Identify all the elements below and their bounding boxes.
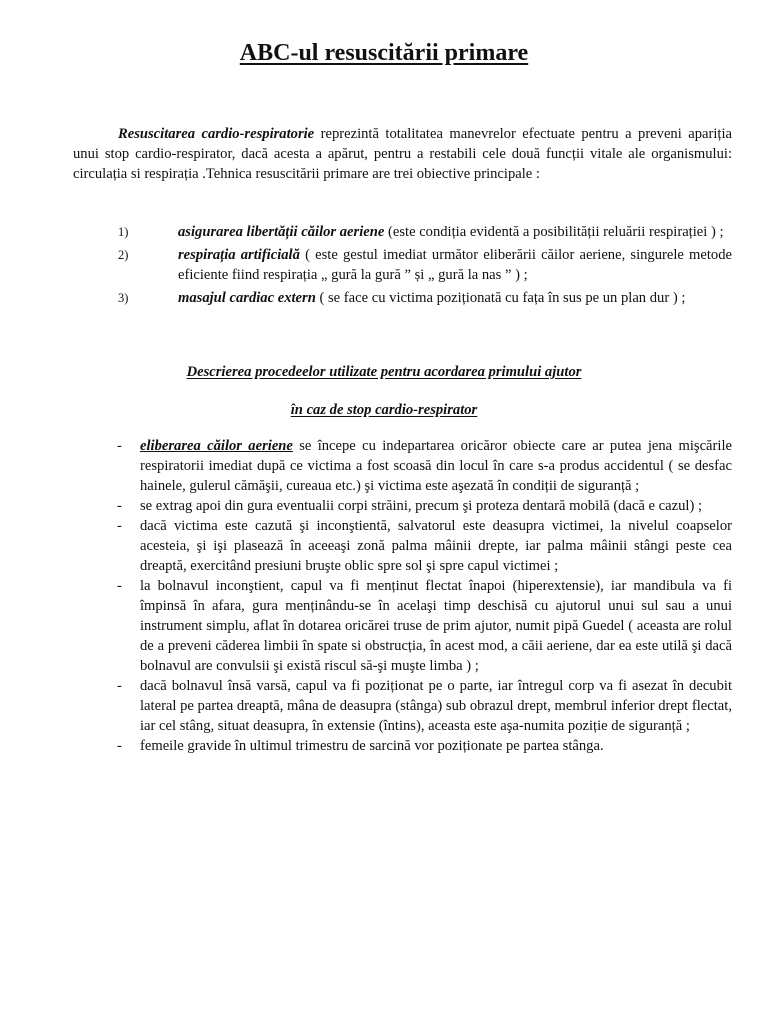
objective-term: respirația artificială [178, 247, 300, 263]
procedure-item [0, 436, 768, 496]
procedure-text: se începe cu indepartarea oricăror obiecte care ar putea jena mişcările respiratorii imediat după ce victima a fost scoasă din locul în care s-a produs accidentul ( se desfac hainele, gulerul cămăşii, cureaua etc.) şi victima este aşezată în condiții de siguranță ; [140, 438, 732, 494]
objective-number: 2) [118, 248, 129, 262]
bullet-dash: - [117, 578, 122, 594]
section-subheading: Descrierea procedeelor utilizate pentru acordarea primului ajutor [186, 364, 582, 380]
bullet-dash: - [117, 438, 122, 454]
intro-term: Resuscitarea cardio-respiratorie [118, 126, 315, 142]
bullet-dash: - [117, 518, 122, 534]
procedure-item [0, 676, 768, 736]
bullet-dash: - [117, 738, 122, 754]
objective-item [0, 245, 768, 285]
procedure-item [0, 496, 768, 516]
objective-term: asigurarea libertății căilor aeriene [178, 224, 385, 240]
procedure-term: eliberarea căilor aeriene [140, 438, 293, 454]
objective-term: masajul cardiac extern [178, 290, 316, 306]
procedure-text: dacă bolnavul însă varsă, capul va fi poziționat pe o parte, iar întregul corp va fi asezat în decubit lateral pe partea dreaptă, mâna de deasupra (stânga) sub obrazul drept, membrul inferior drept flectat, iar cel stâng, situat deasupra, în extensie (întins), aceasta este aşa-numita poziție de siguranță ; [140, 678, 732, 734]
procedure-list [0, 436, 768, 756]
document-title: ABC-ul resuscitării primare [239, 40, 529, 66]
procedure-item [0, 736, 768, 756]
procedure-text: se extrag apoi din gura eventualii corpi străini, precum şi proteza dentară mobilă (dacă e cazul) ; [140, 498, 703, 514]
objective-item [0, 288, 768, 308]
intro-text: reprezintă totalitatea manevrelor efectuate pentru a preveni apariția unui stop cardio-respirator, dacă acesta a apărut, pentru a restabili cele două funcții vitale ale organismului: circulația si respirația .Tehnica resuscitării primare are trei obiective principale : [73, 126, 732, 182]
section-subheading-continued: în caz de stop cardio-respirator [290, 402, 478, 418]
procedure-item [0, 516, 768, 576]
procedure-item [0, 576, 768, 676]
objective-text: (este condiția evidentă a posibilității reluării respirației ) ; [384, 224, 724, 240]
objective-text: ( se face cu victima poziționată cu fața în sus pe un plan dur ) ; [315, 290, 686, 306]
procedure-text: dacă victima este cazută şi inconştientă, salvatorul este deasupra victimei, la nivelul coapselor acesteia, şi işi plasează în aceeaşi zonă palma mâinii drepte, iar palma mâinii stângi peste cea dreaptă, exercitând presiuni bruşte oblic spre sol şi spre capul victimei ; [140, 518, 732, 574]
bullet-dash: - [117, 678, 122, 694]
bullet-dash: - [117, 498, 122, 514]
procedure-text: femeile gravide în ultimul trimestru de sarcină vor poziționate pe partea stânga. [140, 738, 604, 754]
objective-item [0, 222, 768, 242]
intro-paragraph [73, 124, 732, 184]
objectives-list [0, 222, 768, 311]
procedure-text: la bolnavul inconştient, capul va fi menținut flectat înapoi (hiperextensie), iar mandibula va fi împinsă în afara, gura menținându-se în acelaşi timp deschisă cu ajutorul unui sul sau a unui instrument simplu, aflat în dotarea oricărei truse de prim ajutor, numit pipă Guedel ( aceasta are rolul de a preveni căderea limbii în spate si obstrucția, în acest mod, a căii aeriene, dar ea este utilă şi dacă bolnavul are convulsii şi există riscul să-şi muşte limba ) ; [140, 578, 732, 674]
objective-number: 1) [118, 225, 129, 239]
objective-text: ( este gestul imediat următor eliberării căilor aeriene, singurele metode eficiente fiind respirația „ gură la gură ” și „ gură la nas ” ) ; [178, 247, 732, 283]
objective-number: 3) [118, 291, 129, 305]
